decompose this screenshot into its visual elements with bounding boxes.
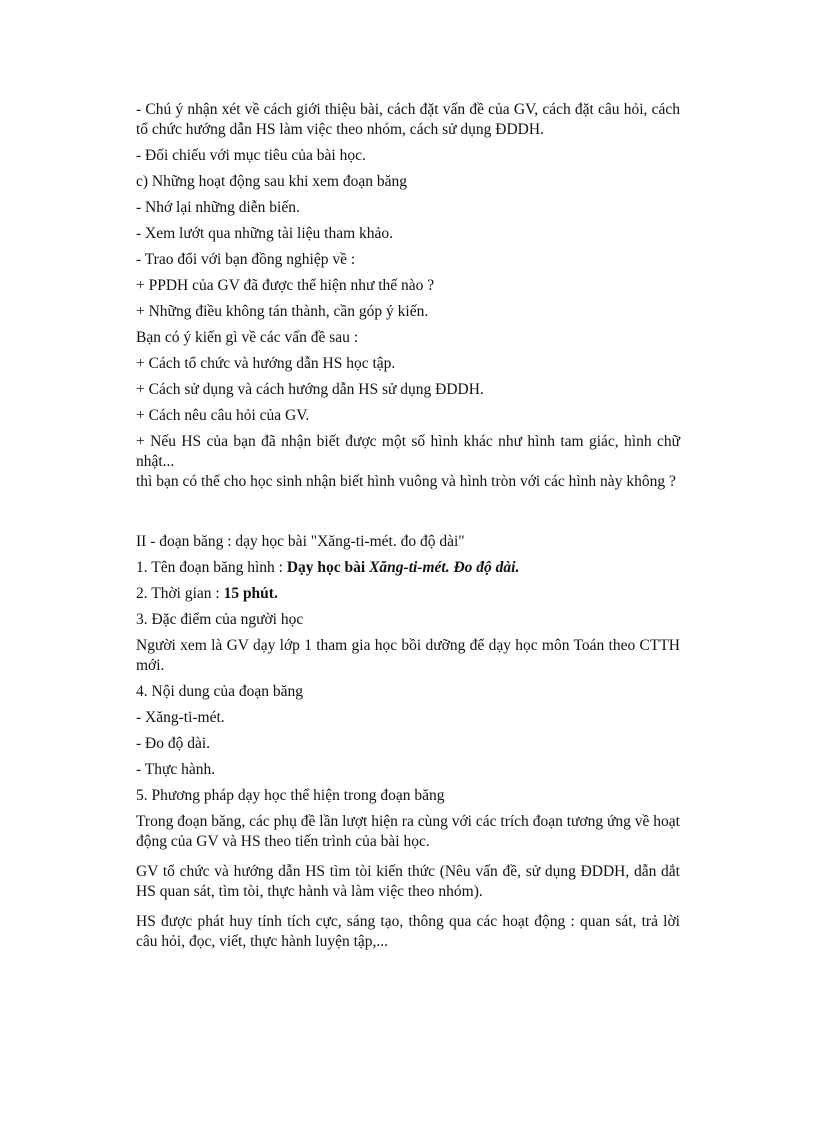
video-title-label: 1. Tên đoạn băng hình : bbox=[136, 559, 287, 576]
content-heading: 4. Nội dung của đoạn băng bbox=[136, 683, 304, 700]
method-paragraph: Trong đoạn băng, các phụ đề lần lượt hiện ra cùng với các trích đoạn tương ứng về hoạt động của GV và HS theo tiến trình của bài học. bbox=[136, 813, 680, 850]
duration-line bbox=[136, 584, 680, 604]
method-heading: 5. Phương pháp dạy học thể hiện trong đoạn băng bbox=[136, 787, 445, 804]
method-paragraph: HS được phát huy tính tích cực, sáng tạo, thông qua các hoạt động : quan sát, trả lời câu hỏi, đọc, viết, thực hành luyện tập,... bbox=[136, 913, 680, 950]
duration-label: 2. Thời gian : bbox=[136, 585, 224, 602]
question-item-continued: thì bạn có thể cho học sinh nhận biết hình vuông và hình tròn với các hình này không ? bbox=[136, 473, 676, 490]
subheading: c) Những hoạt động sau khi xem đoạn băng bbox=[136, 173, 407, 190]
learner-text: Người xem là GV dạy lớp 1 tham gia học bồi dưỡng để dạy học môn Toán theo CTTH mới. bbox=[136, 637, 680, 674]
method-paragraph: GV tổ chức và hướng dẫn HS tìm tòi kiến thức (Nêu vấn đề, sử dụng ĐDDH, dẫn dắt HS quan sát, tìm tòi, thực hành và làm việc theo nhóm). bbox=[136, 863, 680, 900]
content-item: - Đo độ dài. bbox=[136, 735, 211, 752]
duration-value: 15 phút. bbox=[223, 585, 278, 602]
document-page bbox=[136, 100, 680, 958]
video-title-lesson: Xăng-ti-mét. Đo độ dài. bbox=[369, 559, 520, 576]
video-title-line bbox=[136, 558, 680, 578]
content-item: - Xăng-ti-mét. bbox=[136, 709, 225, 726]
question-item: + Cách tổ chức và hướng dẫn HS học tập. bbox=[136, 355, 396, 372]
note-line: - Đối chiếu với mục tiêu của bài học. bbox=[136, 147, 366, 164]
note-line: - Nhớ lại những diễn biến. bbox=[136, 199, 300, 216]
question-item: + Nếu HS của bạn đã nhận biết được một số hình khác như hình tam giác, hình chữ nhật... bbox=[136, 433, 680, 470]
question-item: + Cách nêu câu hỏi của GV. bbox=[136, 407, 310, 424]
note-line: - Chú ý nhận xét về cách giới thiệu bài, cách đặt vấn đề của GV, cách đặt câu hỏi, cách tổ chức hướng dẫn HS làm việc theo nhóm, cách sử dụng ĐDDH. bbox=[136, 101, 680, 138]
learner-heading: 3. Đặc điểm của người học bbox=[136, 611, 304, 628]
note-line: + Những điều không tán thành, cần góp ý kiến. bbox=[136, 303, 429, 320]
section-heading: II - đoạn băng : dạy học bài "Xăng-ti-mét. đo độ dài" bbox=[136, 533, 465, 550]
question-item: + Cách sử dụng và cách hướng dẫn HS sử dụng ĐDDH. bbox=[136, 381, 484, 398]
question-intro: Bạn có ý kiến gì về các vấn đề sau : bbox=[136, 329, 359, 346]
video-title-bold: Dạy học bài bbox=[286, 559, 370, 576]
note-line: - Trao đổi với bạn đồng nghiệp về : bbox=[136, 251, 356, 268]
content-item: - Thực hành. bbox=[136, 761, 216, 778]
note-line: - Xem lướt qua những tài liệu tham khảo. bbox=[136, 225, 394, 242]
note-line: + PPDH của GV đã được thể hiện như thế nào ? bbox=[136, 277, 435, 294]
